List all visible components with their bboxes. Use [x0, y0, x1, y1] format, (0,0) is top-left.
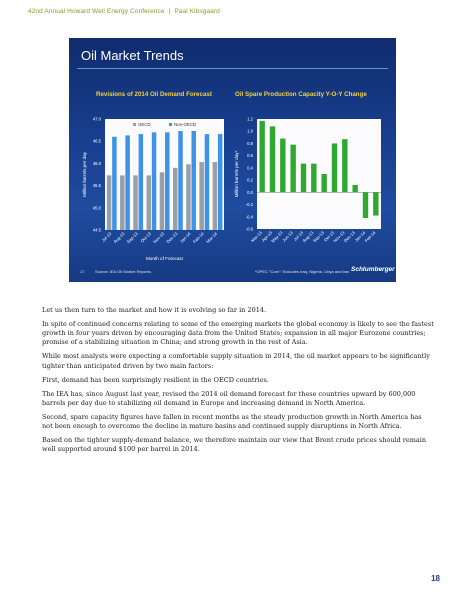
- conference-name: 42nd Annual Howard Weil Energy Conference: [28, 8, 165, 15]
- page-header: [28, 8, 220, 15]
- oecd-bar: [173, 168, 177, 230]
- spare-y-tick-label: 0.8: [247, 140, 253, 146]
- slide: [69, 38, 396, 282]
- oecd-bar: [133, 175, 137, 230]
- demand-y-tick-label: 45.5: [92, 183, 101, 189]
- spare-x-tick-label: Oct-13: [322, 230, 336, 243]
- non-oecd-bar: [205, 134, 209, 230]
- oecd-bar: [160, 172, 164, 230]
- non-oecd-bar: [218, 134, 222, 230]
- spare-y-tick-label: 1.0: [247, 128, 253, 134]
- spare-y-tick-label: 1.2: [247, 116, 253, 122]
- spare-capacity-bar: [373, 192, 378, 215]
- demand-y-tick-label: 45.0: [92, 205, 101, 211]
- body-text: [42, 306, 434, 459]
- oecd-bar: [107, 175, 111, 230]
- spare-x-tick-label: Feb-14: [363, 230, 377, 244]
- oecd-bar: [213, 162, 217, 230]
- non-oecd-bar: [165, 132, 169, 230]
- non-oecd-bar: [152, 132, 156, 230]
- spare-capacity-chart-title: Oil Spare Production Capacity Y-O-Y Change: [235, 91, 367, 98]
- slide-title: Oil Market Trends: [81, 48, 184, 63]
- spare-x-tick-label: Aug-13: [301, 230, 315, 244]
- non-oecd-bar: [178, 131, 182, 230]
- spare-x-tick-label: Mar-13: [249, 230, 263, 244]
- spare-x-tick-label: Jan-14: [353, 230, 367, 243]
- demand-y-tick-label: 46.5: [92, 138, 101, 144]
- spare-capacity-bar: [259, 121, 264, 193]
- spare-x-tick-label: Jun-13: [281, 230, 294, 243]
- spare-capacity-bar: [363, 192, 368, 218]
- paragraph: Second, spare capacity figures have fallen in recent months as the steady production growth in North America has not been enough to overcome the decline in mature basins and continued supply disruptions in North Africa.: [42, 412, 422, 431]
- spare-y-axis-title: Million barrels per day*: [234, 150, 239, 198]
- demand-x-tick-label: Mar-14: [205, 231, 219, 245]
- demand-y-tick-label: 47.0: [92, 116, 101, 122]
- demand-x-tick-label: Jan-14: [179, 231, 192, 244]
- legend-non-oecd-label: Non-OECD: [174, 122, 197, 127]
- demand-x-tick-label: Feb-14: [191, 231, 205, 245]
- paragraph: Let us then turn to the market and how it is evolving so far in 2014.: [42, 306, 267, 314]
- spare-x-tick-label: Dec-13: [342, 230, 356, 244]
- demand-x-tick-label: Aug-13: [112, 231, 126, 245]
- spare-y-tick-label: 0.4: [247, 165, 253, 171]
- spare-y-tick-label: 0.0: [247, 189, 253, 195]
- spare-y-tick-label: -0.4: [245, 214, 253, 220]
- non-oecd-bar: [112, 137, 116, 230]
- opec-footnote: *OPEC "Core": Excludes Iraq, Nigeria, Libya and Iran: [255, 269, 350, 274]
- spare-y-tick-label: 0.2: [247, 177, 253, 183]
- paragraph: In spite of continued concerns relating to some of the emerging markets the global economy is likely to see the fastest growth in four years driven by encouraging data from the United States; expansion in all major Eurozone countries; promise of a stabilizing situation in China; and strong growth in the rest of Asia.: [42, 320, 434, 347]
- slide-number: 17: [80, 269, 85, 274]
- spare-capacity-bar: [332, 143, 337, 192]
- spare-plot-area: [257, 119, 381, 229]
- spare-x-tick-label: Jul-13: [292, 230, 305, 242]
- spare-y-tick-label: -0.2: [245, 202, 253, 208]
- charts-canvas: [69, 38, 396, 282]
- legend-non-oecd-swatch: [169, 123, 172, 126]
- paragraph: Based on the tighter supply-demand balance, we therefore maintain our view that Brent crude prices should remain well supported around $100 per barrel in 2014.: [42, 436, 427, 454]
- non-oecd-bar: [125, 135, 129, 230]
- demand-y-tick-label: 44.5: [92, 227, 101, 233]
- speaker-name: Paal Kibsgaard: [174, 8, 220, 15]
- oecd-bar: [186, 164, 190, 230]
- legend-oecd-swatch: [133, 123, 136, 126]
- paragraph: The IEA has, since August last year, revised the 2014 oil demand forecast for these countries upward by 600,000 barrels per day due to stabilizing oil demand in Europe and increasing demand in North America.: [42, 389, 416, 407]
- demand-x-tick-label: Sep-13: [125, 231, 139, 245]
- spare-capacity-bar: [290, 145, 295, 193]
- spare-capacity-bar: [342, 139, 347, 192]
- non-oecd-bar: [139, 134, 143, 230]
- source-note: Source: IEA Oil Market Reports,: [95, 269, 152, 274]
- demand-x-axis-title: Month of Forecast: [145, 256, 184, 261]
- spare-x-tick-label: Nov-13: [332, 230, 346, 244]
- paragraph: First, demand has been surprisingly resilient in the OECD countries.: [42, 375, 269, 384]
- spare-capacity-bar: [352, 185, 357, 192]
- spare-capacity-bar: [301, 164, 306, 193]
- spare-y-tick-label: 0.6: [247, 153, 253, 159]
- oecd-bar: [199, 162, 203, 230]
- paragraph: While most analysts were expecting a comfortable supply situation in 2014, the oil market appears to be significantly tighter than anticipated driven by two main factors:: [42, 352, 430, 370]
- legend-oecd-label: OECD: [138, 122, 151, 127]
- demand-x-tick-label: Oct-13: [139, 231, 152, 244]
- demand-x-tick-label: Dec-13: [165, 231, 179, 245]
- demand-x-tick-label: Jul-13: [100, 231, 113, 243]
- spare-x-tick-label: Sep-13: [311, 230, 325, 244]
- spare-x-tick-label: May-13: [270, 230, 284, 244]
- spare-capacity-bar: [311, 164, 316, 193]
- spare-capacity-bar: [270, 126, 275, 192]
- demand-y-tick-label: 46.0: [92, 160, 101, 166]
- header-separator: |: [168, 8, 171, 15]
- non-oecd-bar: [191, 131, 195, 230]
- schlumberger-logo: Schlumberger: [351, 266, 395, 273]
- demand-chart-title: Revisions of 2014 Oil Demand Forecast: [96, 91, 212, 98]
- spare-y-tick-label: -0.6: [245, 226, 253, 232]
- demand-x-tick-label: Nov-13: [152, 231, 166, 245]
- spare-capacity-bar: [321, 174, 326, 192]
- oecd-bar: [147, 175, 151, 230]
- spare-capacity-bar: [280, 139, 285, 193]
- spare-x-tick-label: Apr-13: [260, 230, 274, 243]
- page-number: 18: [431, 574, 440, 583]
- demand-y-axis-title: Million barrels per day: [82, 152, 87, 197]
- oecd-bar: [120, 175, 124, 230]
